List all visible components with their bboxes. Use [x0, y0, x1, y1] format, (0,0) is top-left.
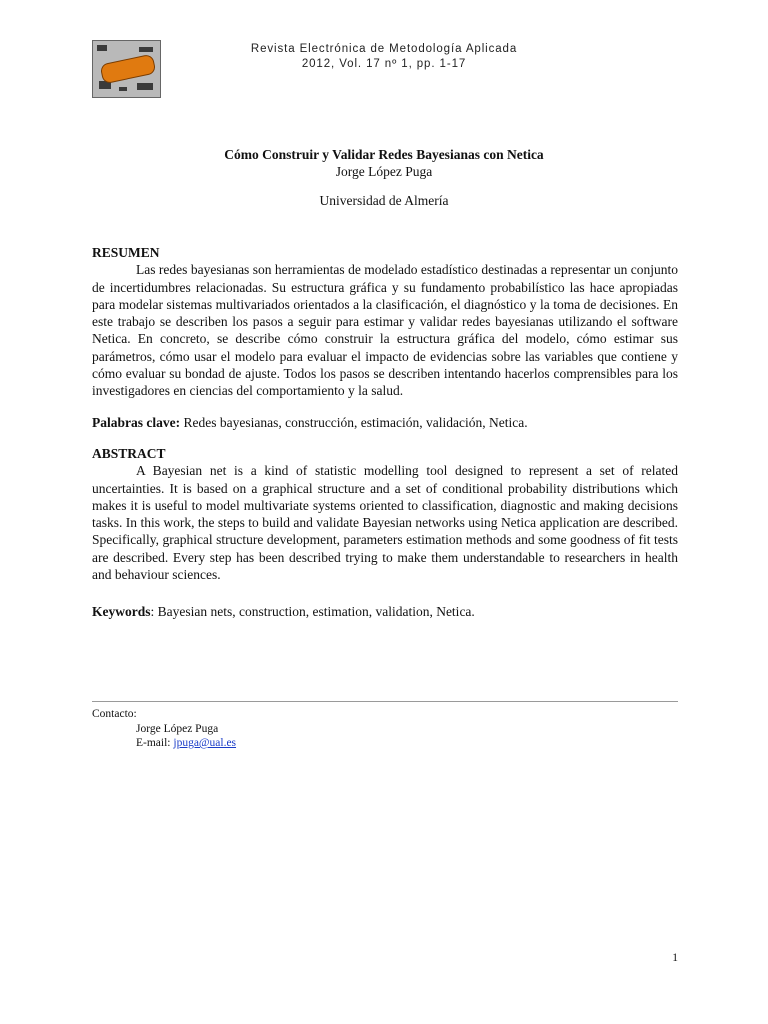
- contact-name: Jorge López Puga: [136, 722, 219, 735]
- footnote-divider: [92, 701, 678, 702]
- keywords: [92, 603, 678, 620]
- palabras-clave: [92, 414, 678, 431]
- palabras-clave-label: Palabras clave:: [92, 414, 181, 430]
- resumen-heading: RESUMEN: [92, 245, 160, 260]
- abstract-heading: ABSTRACT: [92, 445, 166, 461]
- keywords-label: Keywords: [92, 604, 151, 620]
- journal-header: [0, 42, 768, 72]
- contact-email-line: [92, 736, 236, 751]
- email-link[interactable]: jpuga@ual.es: [173, 737, 237, 749]
- journal-volume: 2012, Vol. 17 nº 1, pp. 1-17: [301, 58, 467, 70]
- journal-name: Revista Electrónica de Metodología Aplicada: [250, 43, 518, 55]
- abstract-body: A Bayesian net is a kind of statistic modelling tool designed to represent a set of related uncertainties. It is based on a graphical structure and a set of conditional probability distributions which makes it is useful to model multivariate systems oriented to classification, diagnostic and making decisions tasks. In this work, the steps to build and validate Bayesian networks using Netica application are described. Specifically, graphical structure development, parameters estimation methods and some goodness of fit tests are described. Every step has been described trying to make them understandable to researchers in health and behaviour sciences.: [92, 463, 678, 583]
- email-label: E-mail:: [136, 737, 174, 749]
- contact-label: Contacto:: [92, 708, 137, 720]
- paper-content: [92, 244, 678, 621]
- affiliation: Universidad de Almería: [319, 193, 449, 208]
- paper-title: Cómo Construir y Validar Redes Bayesianas con Netica: [224, 147, 544, 162]
- author-name: Jorge López Puga: [335, 164, 433, 179]
- title-block: [0, 146, 768, 209]
- page-number: 1: [672, 952, 678, 964]
- keywords-text: : Bayesian nets, construction, estimation, validation, Netica.: [150, 604, 475, 620]
- resumen-body: Las redes bayesianas son herramientas de modelado estadístico destinadas a representar un conjunto de incertidumbres relacionadas. Su estructura gráfica y su fundamento probabilístico las hace apropiadas para modelar sistemas multivariados orientados a la clasificación, el diagnóstico y la toma de decisiones. En este trabajo se describen los pasos a seguir para estimar y validar redes bayesianas utilizando el software Netica. En concreto, se describe cómo construir la estructura gráfica del modelo, cómo estimar sus parámetros, cómo usar el modelo para evaluar el impacto de evidencias sobre las variables que contiene y cómo evaluar su bondad de ajuste. Todos los pasos se describen intentando hacerlos comprensibles para los investigadores en ciencias del comportamiento y la salud.: [92, 262, 678, 399]
- contact-footnote: [92, 707, 236, 751]
- palabras-clave-text: Redes bayesianas, construcción, estimación, validación, Netica.: [183, 414, 528, 430]
